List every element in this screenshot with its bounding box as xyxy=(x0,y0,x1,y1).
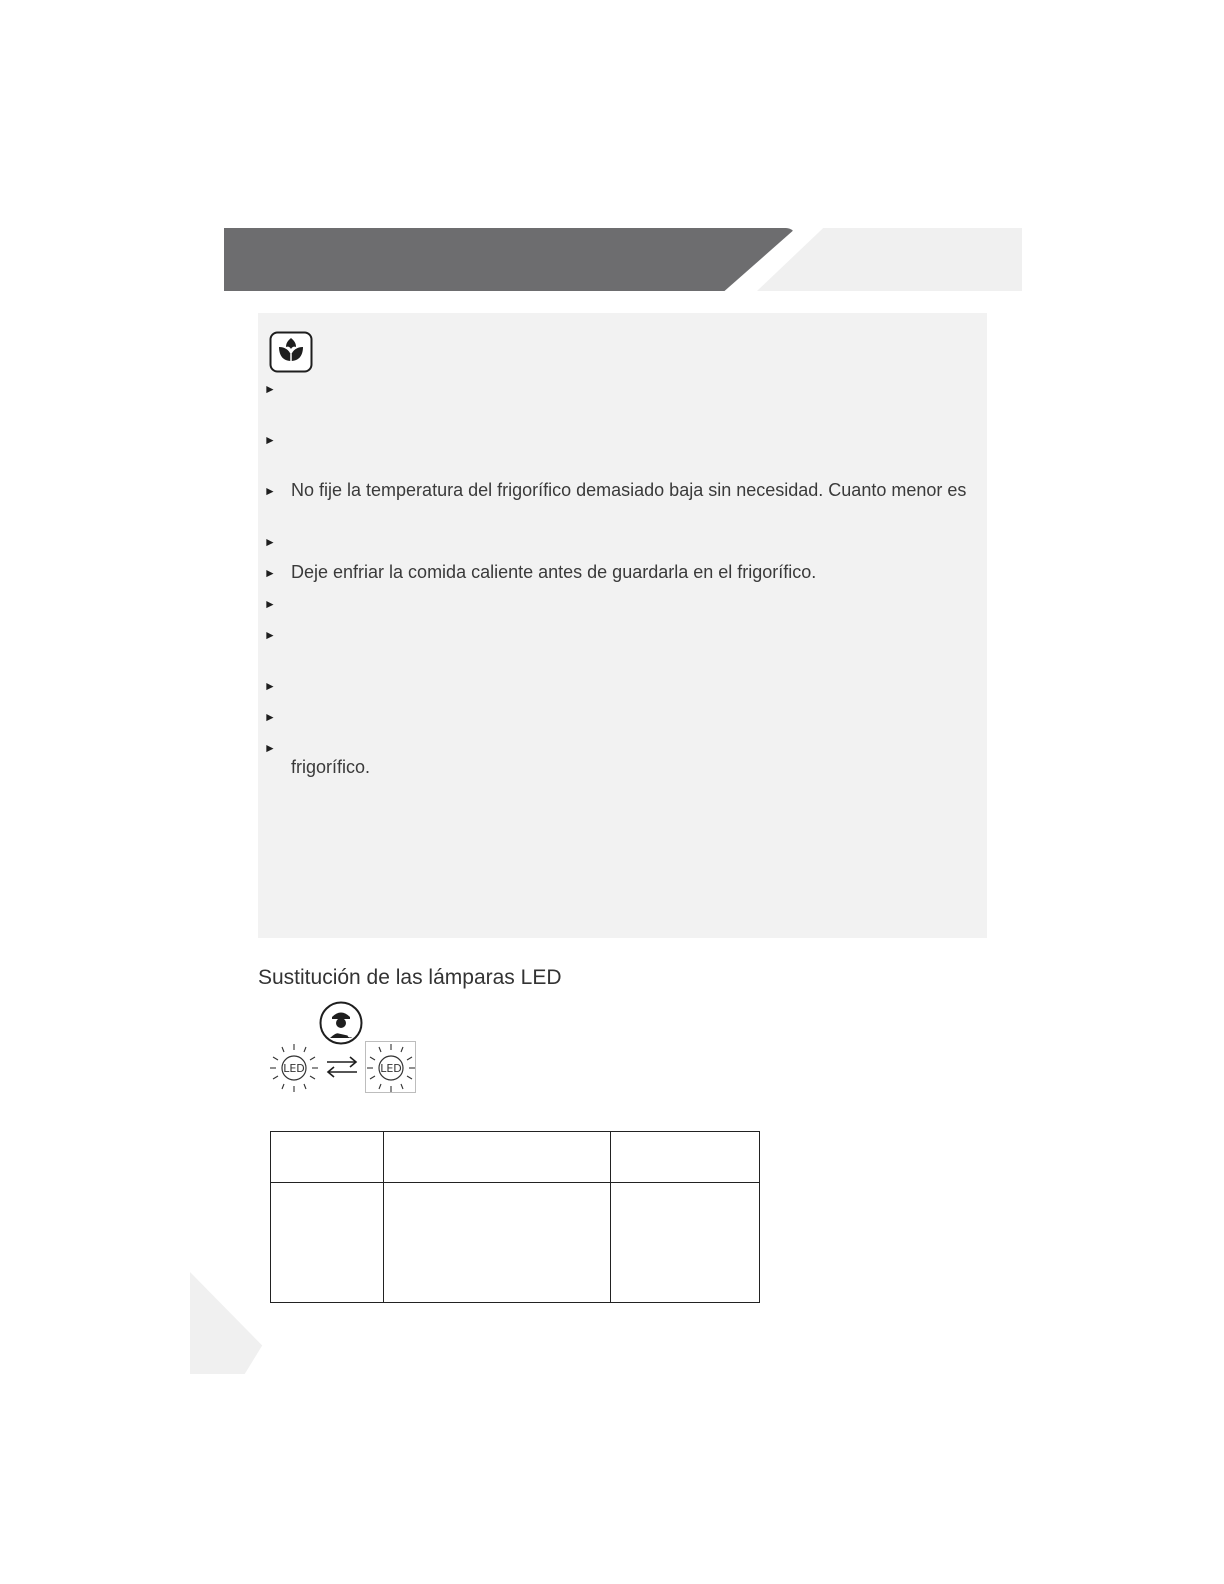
table-row xyxy=(271,1183,760,1303)
header-tab-decoration xyxy=(757,228,1022,291)
bullet-marker: ► xyxy=(264,710,276,724)
swap-arrows-icon xyxy=(324,1054,360,1080)
table-header-cell xyxy=(384,1132,611,1183)
table-row xyxy=(271,1132,760,1183)
bullet-marker: ► xyxy=(264,535,276,549)
page-corner-decoration xyxy=(190,1272,266,1374)
bullet-marker: ► xyxy=(264,433,276,447)
bullet-marker: ► xyxy=(264,597,276,611)
section-title-led-replacement: Sustitución de las lámparas LED xyxy=(258,966,562,989)
table-cell xyxy=(384,1183,611,1303)
svg-text:LED: LED xyxy=(283,1062,305,1075)
table-cell xyxy=(271,1183,384,1303)
tip-item-3: No fije la temperatura del frigorífico demasiado baja sin necesidad. Cuanto menor es xyxy=(291,480,967,500)
svg-text:LED: LED xyxy=(380,1062,402,1075)
bullet-marker: ► xyxy=(264,741,276,755)
led-lamp-icon xyxy=(366,1042,416,1093)
table-header-cell xyxy=(611,1132,760,1183)
bullet-marker: ► xyxy=(264,628,276,642)
tip-item-5: Deje enfriar la comida caliente antes de guardarla en el frigorífico. xyxy=(291,562,817,582)
led-lamp-replacement-box xyxy=(365,1041,416,1093)
leaf-eco-icon xyxy=(269,331,313,373)
energy-tips-panel xyxy=(258,313,987,938)
table-header-cell xyxy=(271,1132,384,1183)
header-bar xyxy=(224,228,796,291)
service-technician-icon xyxy=(318,1000,364,1046)
bullet-marker: ► xyxy=(264,484,276,498)
led-spec-table xyxy=(270,1131,760,1303)
led-lamp-icon xyxy=(269,1042,319,1094)
bullet-marker: ► xyxy=(264,566,276,580)
tip-item-10-continuation: frigorífico. xyxy=(291,757,371,777)
table-cell xyxy=(611,1183,760,1303)
bullet-marker: ► xyxy=(264,382,276,396)
bullet-marker: ► xyxy=(264,679,276,693)
